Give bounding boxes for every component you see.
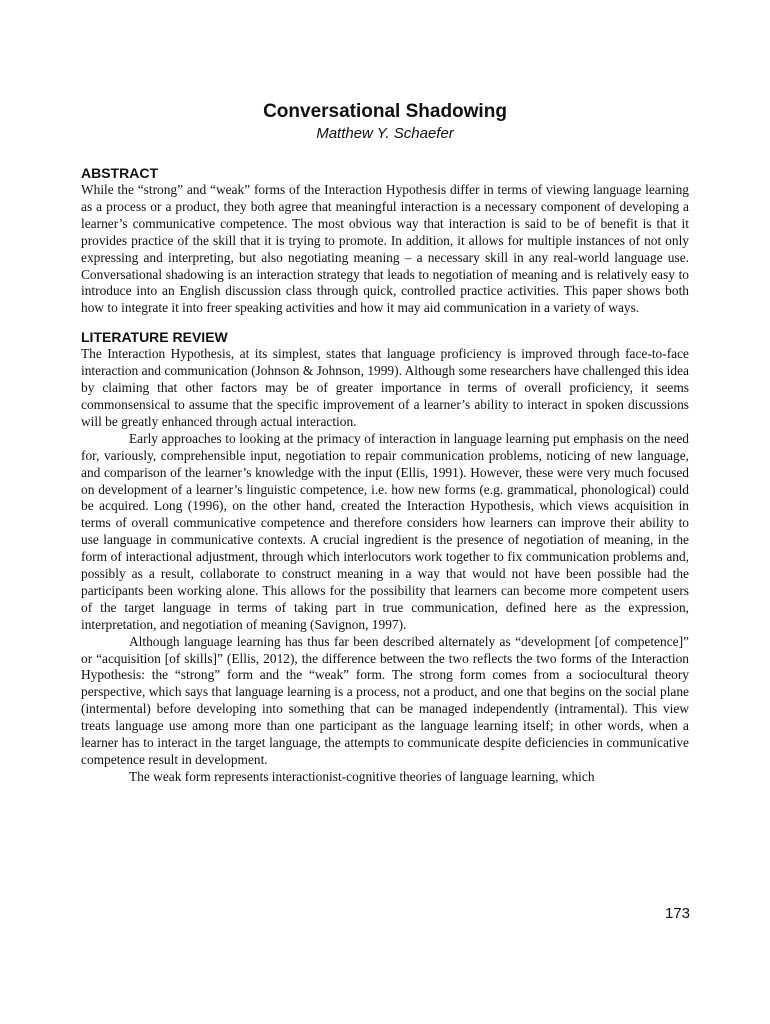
abstract-heading: ABSTRACT (81, 165, 158, 181)
paper-title: Conversational Shadowing (263, 101, 507, 122)
body-paragraph: Early approaches to looking at the primacy of interaction in language learning put emphasis on the need for, variously, comprehensible input, negotiation to repair communication problems, noticing of new language, and comparison of the learner’s knowledge with the input (Ellis, 1991). However, these were very much focused on development of a learner’s linguistic competence, i.e. how new forms (e.g. grammatical, phonological) could be acquired. Long (1996), on the other hand, created the Interaction Hypothesis, which views acquisition in terms of overall communicative competence and therefore considers how learners can improve their ability to use language in communicative contexts. A crucial ingredient is the presence of negotiation of meaning, in the form of interactional adjustment, through which interlocutors work together to fix communication problems and, possibly as a result, collaborate to construct meaning in a way that would not have been possible had the participants been working alone. This allows for the possibility that learners can become more competent users of the target language in terms of taking part in true communication, defined here as the expression, interpretation, and negotiation of meaning (Savignon, 1997). (81, 430, 689, 632)
body-paragraph: The Interaction Hypothesis, at its simplest, states that language proficiency is improved through face-to-face interaction and communication (Johnson & Johnson, 1999). Although some researchers have challenged this idea by claiming that other factors may be of greater importance in terms of overall proficiency, it seems commonsensical to assume that the specific improvement of a learner’s ability to interact in spoken discussions will be greatly enhanced through actual interaction. (81, 346, 689, 429)
body-paragraph: Although language learning has thus far been described alternately as “development [of competence]” or “acquisition [of skills]” (Ellis, 2012), the difference between the two reflects the two forms of the Interaction Hypothesis: the “strong” form and the “weak” form. The strong form comes from a sociocultural theory perspective, which says that language learning is a process, not a product, and one that begins on the social plane (intermental) before developing into something that can be managed independently (intramental). This view treats language use among more than one participant as the language learning itself; in other words, when a learner has to interact in the target language, the attempts to communicate despite deficiencies in communicative competence result in development. (81, 633, 689, 767)
page-number: 173 (664, 905, 690, 922)
abstract-section (81, 165, 689, 317)
literature-review-heading: LITERATURE REVIEW (81, 329, 228, 346)
body-paragraph: The weak form represents interactionist-cognitive theories of language learning, which (129, 768, 595, 784)
author-name: Matthew Y. Schaefer (316, 125, 454, 142)
abstract-text: While the “strong” and “weak” forms of the Interaction Hypothesis differ in terms of viewing language learning as a process or a product, they both agree that meaningful interaction is a necessary component of developing a learner’s communicative competence. The most obvious way that interaction is said to be of benefit is that it provides practice of the skill that it is trying to promote. In addition, it allows for multiple instances of not only expressing and interpreting, but also negotiating meaning – a necessary skill in any real-world language use. Conversational shadowing is an interaction strategy that leads to negotiation of meaning and is relatively easy to introduce into an English discussion class through quick, controlled practice activities. This paper shows both how to integrate it into freer speaking activities and how it may aid communication in a variety of ways. (81, 182, 689, 316)
paper-page (81, 100, 689, 786)
literature-review-section (81, 329, 689, 786)
